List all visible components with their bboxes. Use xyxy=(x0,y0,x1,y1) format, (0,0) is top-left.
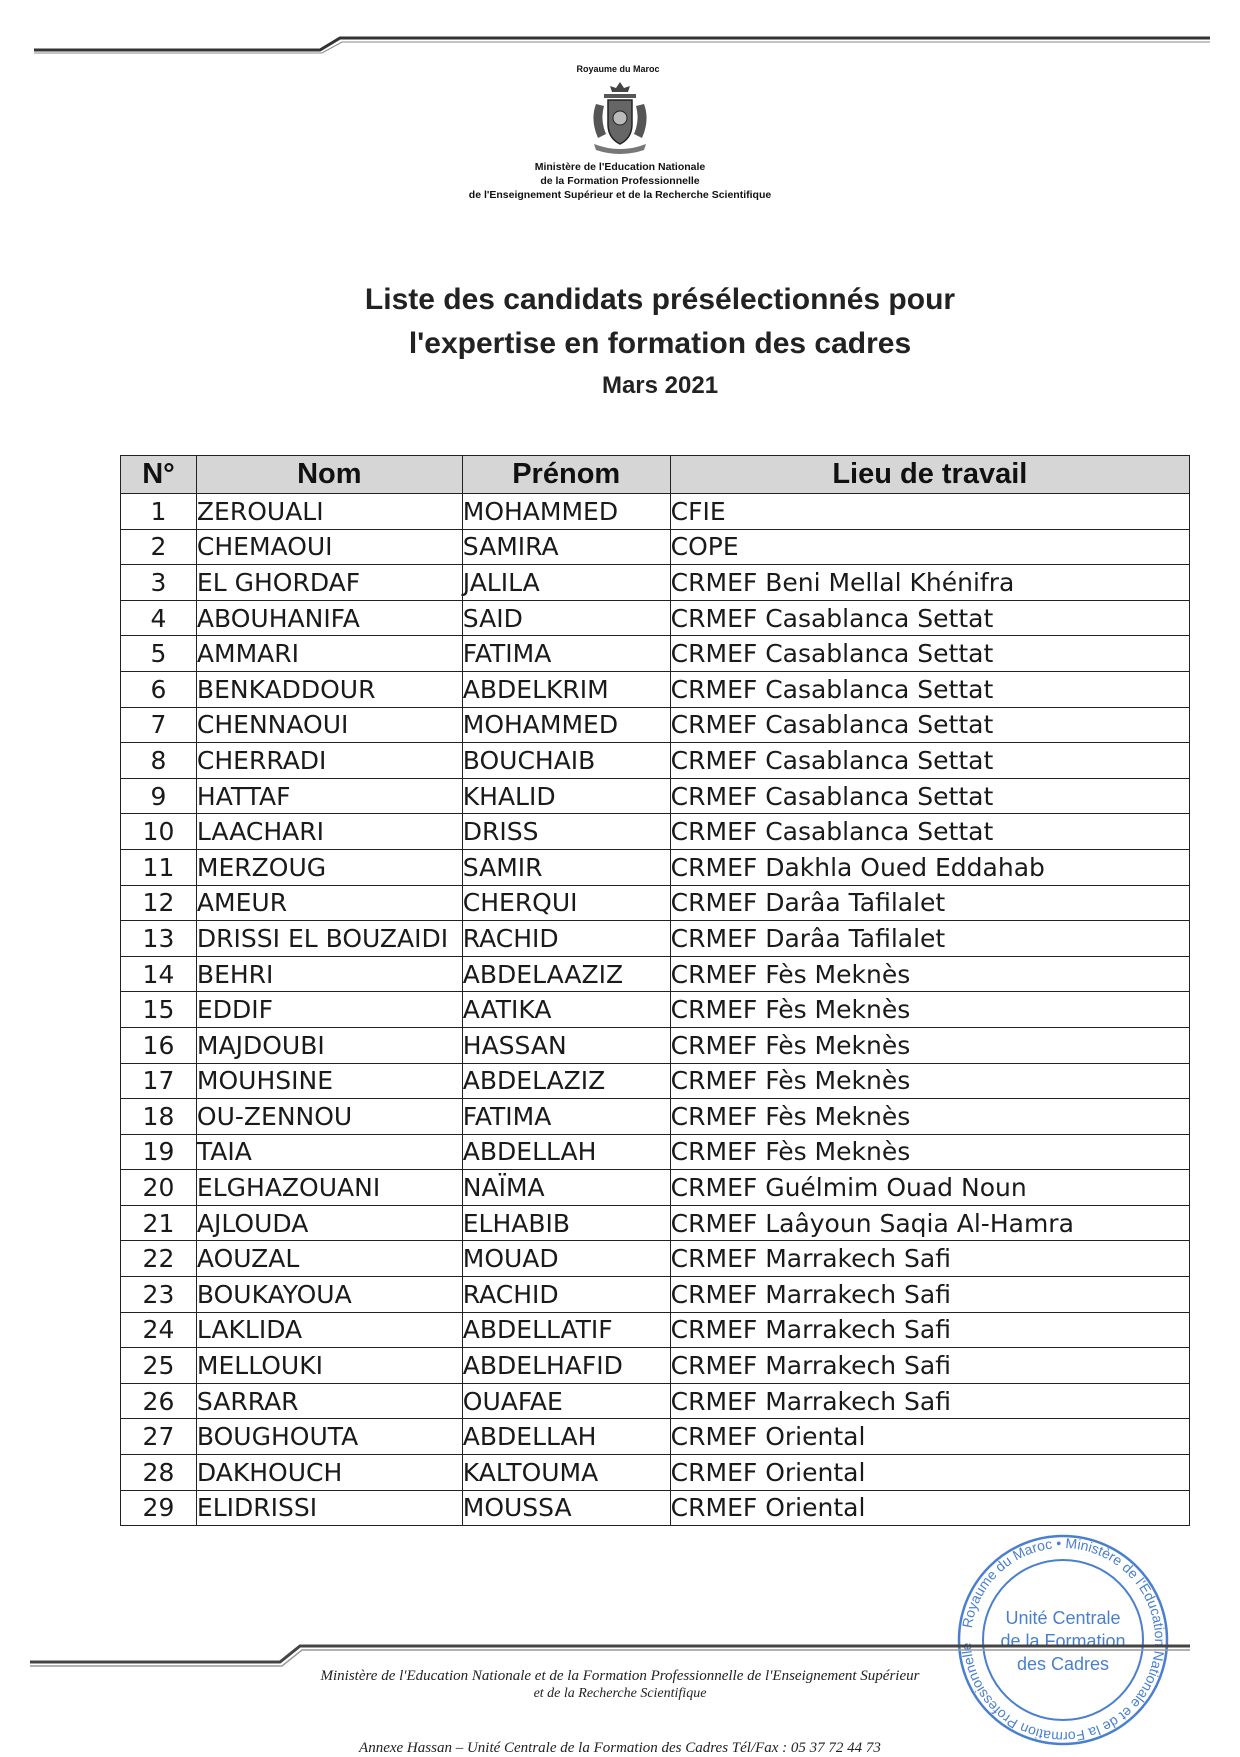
row-number: 28 xyxy=(121,1455,197,1491)
table-row xyxy=(121,1063,1190,1099)
candidate-nom: CHEMAOUI xyxy=(196,529,462,565)
candidate-nom: ABOUHANIFA xyxy=(196,600,462,636)
candidate-prenom: RACHID xyxy=(462,1277,670,1313)
table-row xyxy=(121,885,1190,921)
candidate-nom: BENKADDOUR xyxy=(196,671,462,707)
candidate-lieu: CRMEF Casablanca Settat xyxy=(670,814,1189,850)
table-header-row xyxy=(121,456,1190,494)
candidate-prenom: SAMIR xyxy=(462,849,670,885)
row-number: 29 xyxy=(121,1490,197,1526)
candidate-lieu: CRMEF Laâyoun Saqia Al-Hamra xyxy=(670,1205,1189,1241)
stamp-center-line-3: des Cadres xyxy=(1016,1654,1110,1674)
candidate-prenom: KHALID xyxy=(462,778,670,814)
row-number: 3 xyxy=(121,565,197,601)
row-number: 23 xyxy=(121,1277,197,1313)
candidate-lieu: CRMEF Fès Meknès xyxy=(670,1027,1189,1063)
candidate-prenom: ELHABIB xyxy=(462,1205,670,1241)
row-number: 18 xyxy=(121,1099,197,1135)
candidate-nom: AJLOUDA xyxy=(196,1205,462,1241)
row-number: 16 xyxy=(121,1027,197,1063)
row-number: 5 xyxy=(121,636,197,672)
candidate-prenom: RACHID xyxy=(462,921,670,957)
candidate-lieu: CRMEF Dakhla Oued Eddahab xyxy=(670,849,1189,885)
table-row xyxy=(121,600,1190,636)
candidate-nom: AOUZAL xyxy=(196,1241,462,1277)
row-number: 7 xyxy=(121,707,197,743)
candidate-lieu: CRMEF Oriental xyxy=(670,1455,1189,1491)
candidate-nom: AMMARI xyxy=(196,636,462,672)
candidate-prenom: ABDELLAH xyxy=(462,1134,670,1170)
document-header xyxy=(0,64,1240,202)
candidate-prenom: CHERQUI xyxy=(462,885,670,921)
candidate-lieu: CRMEF Oriental xyxy=(670,1490,1189,1526)
candidate-nom: MAJDOUBI xyxy=(196,1027,462,1063)
candidate-nom: CHERRADI xyxy=(196,743,462,779)
candidate-lieu: CRMEF Marrakech Safi xyxy=(670,1348,1189,1384)
row-number: 10 xyxy=(121,814,197,850)
candidates-table xyxy=(120,455,1190,1526)
candidate-lieu: CRMEF Oriental xyxy=(670,1419,1189,1455)
table-row xyxy=(121,1383,1190,1419)
candidate-prenom: SAID xyxy=(462,600,670,636)
candidate-nom: ELIDRISSI xyxy=(196,1490,462,1526)
candidate-prenom: MOHAMMED xyxy=(462,494,670,530)
candidate-prenom: SAMIRA xyxy=(462,529,670,565)
row-number: 15 xyxy=(121,992,197,1028)
table-row xyxy=(121,743,1190,779)
candidate-lieu: CRMEF Casablanca Settat xyxy=(670,743,1189,779)
stamp-center-line-2: de la Formation xyxy=(1000,1631,1126,1651)
row-number: 11 xyxy=(121,849,197,885)
candidate-nom: EL GHORDAF xyxy=(196,565,462,601)
column-header-nom: Nom xyxy=(196,456,462,494)
footer-ministry-line-2: et de la Recherche Scientifique xyxy=(533,1686,707,1701)
row-number: 20 xyxy=(121,1170,197,1206)
row-number: 14 xyxy=(121,956,197,992)
candidate-prenom: ABDELLAH xyxy=(462,1419,670,1455)
candidate-nom: MERZOUG xyxy=(196,849,462,885)
table-row xyxy=(121,1205,1190,1241)
document-title-block xyxy=(0,278,1240,400)
table-row xyxy=(121,1348,1190,1384)
row-number: 13 xyxy=(121,921,197,957)
column-header-lieu: Lieu de travail xyxy=(670,456,1189,494)
table-row xyxy=(121,565,1190,601)
candidate-nom: ZEROUALI xyxy=(196,494,462,530)
title-date: Mars 2021 xyxy=(601,372,719,399)
candidate-lieu: CRMEF Casablanca Settat xyxy=(670,707,1189,743)
table-row xyxy=(121,992,1190,1028)
table-row xyxy=(121,1277,1190,1313)
table-row xyxy=(121,1027,1190,1063)
table-row xyxy=(121,849,1190,885)
candidate-prenom: MOUAD xyxy=(462,1241,670,1277)
row-number: 12 xyxy=(121,885,197,921)
row-number: 2 xyxy=(121,529,197,565)
candidate-lieu: CRMEF Darâa Tafilalet xyxy=(670,921,1189,957)
candidate-prenom: FATIMA xyxy=(462,1099,670,1135)
candidate-lieu: CRMEF Marrakech Safi xyxy=(670,1241,1189,1277)
row-number: 6 xyxy=(121,671,197,707)
candidate-lieu: CRMEF Casablanca Settat xyxy=(670,778,1189,814)
table-row xyxy=(121,1490,1190,1526)
candidate-nom: SARRAR xyxy=(196,1383,462,1419)
table-row xyxy=(121,1241,1190,1277)
footer-address-line: Annexe Hassan – Unité Centrale de la Formation des Cadres Tél/Fax : 05 37 72 44 73 xyxy=(359,1740,881,1756)
candidate-lieu: CFIE xyxy=(670,494,1189,530)
candidate-nom: LAKLIDA xyxy=(196,1312,462,1348)
row-number: 17 xyxy=(121,1063,197,1099)
row-number: 21 xyxy=(121,1205,197,1241)
candidate-prenom: MOUSSA xyxy=(462,1490,670,1526)
row-number: 22 xyxy=(121,1241,197,1277)
kingdom-label: Royaume du Maroc xyxy=(576,64,660,74)
candidate-lieu: CRMEF Guélmim Ouad Noun xyxy=(670,1170,1189,1206)
candidate-lieu: CRMEF Marrakech Safi xyxy=(670,1383,1189,1419)
candidate-lieu: CRMEF Fès Meknès xyxy=(670,1134,1189,1170)
candidate-prenom: FATIMA xyxy=(462,636,670,672)
candidate-prenom: ABDELAZIZ xyxy=(462,1063,670,1099)
stamp-center-line-1: Unité Centrale xyxy=(1005,1608,1121,1628)
table-row xyxy=(121,529,1190,565)
column-header-number: N° xyxy=(121,456,197,494)
ministry-line-1: Ministère de l'Education Nationale xyxy=(534,161,706,173)
candidate-prenom: OUAFAE xyxy=(462,1383,670,1419)
candidate-nom: DAKHOUCH xyxy=(196,1455,462,1491)
candidate-prenom: ABDELAAZIZ xyxy=(462,956,670,992)
table-row xyxy=(121,636,1190,672)
candidate-lieu: COPE xyxy=(670,529,1189,565)
candidate-prenom: ABDELLATIF xyxy=(462,1312,670,1348)
candidate-nom: MELLOUKI xyxy=(196,1348,462,1384)
table-row xyxy=(121,956,1190,992)
row-number: 19 xyxy=(121,1134,197,1170)
candidate-prenom: MOHAMMED xyxy=(462,707,670,743)
candidate-nom: DRISSI EL BOUZAIDI xyxy=(196,921,462,957)
title-line-1: Liste des candidats présélectionnés pour xyxy=(364,283,956,316)
candidate-prenom: HASSAN xyxy=(462,1027,670,1063)
candidate-lieu: CRMEF Fès Meknès xyxy=(670,956,1189,992)
table-row xyxy=(121,1419,1190,1455)
candidate-prenom: ABDELKRIM xyxy=(462,671,670,707)
candidate-nom: BOUGHOUTA xyxy=(196,1419,462,1455)
table-row xyxy=(121,1455,1190,1491)
footer-ministry-line-1: Ministère de l'Education Nationale et de la Formation Professionnelle de l'Enseignement Supérieur xyxy=(320,1668,920,1684)
column-header-prenom: Prénom xyxy=(462,456,670,494)
table-row xyxy=(121,1312,1190,1348)
candidate-lieu: CRMEF Casablanca Settat xyxy=(670,671,1189,707)
table-row xyxy=(121,494,1190,530)
candidate-prenom: AATIKA xyxy=(462,992,670,1028)
candidate-nom: TAIA xyxy=(196,1134,462,1170)
table-row xyxy=(121,1099,1190,1135)
row-number: 26 xyxy=(121,1383,197,1419)
candidate-prenom: ABDELHAFID xyxy=(462,1348,670,1384)
candidate-nom: AMEUR xyxy=(196,885,462,921)
ministry-line-2: de la Formation Professionnelle xyxy=(540,175,700,187)
candidate-lieu: CRMEF Fès Meknès xyxy=(670,992,1189,1028)
candidate-nom: BEHRI xyxy=(196,956,462,992)
candidate-nom: ELGHAZOUANI xyxy=(196,1170,462,1206)
table-body xyxy=(121,494,1190,1526)
row-number: 27 xyxy=(121,1419,197,1455)
candidate-lieu: CRMEF Marrakech Safi xyxy=(670,1277,1189,1313)
stamp-ring-text: Royaume du Maroc • Ministère de l'Education Nationale et de la Formation Professionnelle xyxy=(957,1534,1169,1746)
candidate-nom: OU-ZENNOU xyxy=(196,1099,462,1135)
table-row xyxy=(121,1134,1190,1170)
candidate-prenom: NAÏMA xyxy=(462,1170,670,1206)
candidate-prenom: BOUCHAIB xyxy=(462,743,670,779)
row-number: 25 xyxy=(121,1348,197,1384)
row-number: 9 xyxy=(121,778,197,814)
row-number: 8 xyxy=(121,743,197,779)
candidate-lieu: CRMEF Casablanca Settat xyxy=(670,636,1189,672)
candidate-prenom: DRISS xyxy=(462,814,670,850)
candidate-prenom: KALTOUMA xyxy=(462,1455,670,1491)
ministry-line-3: de l'Enseignement Supérieur et de la Recherche Scientifique xyxy=(468,189,772,201)
row-number: 4 xyxy=(121,600,197,636)
table-row xyxy=(121,921,1190,957)
table-row xyxy=(121,814,1190,850)
table-row xyxy=(121,671,1190,707)
row-number: 1 xyxy=(121,494,197,530)
candidate-lieu: CRMEF Casablanca Settat xyxy=(670,600,1189,636)
table-row xyxy=(121,707,1190,743)
candidate-nom: HATTAF xyxy=(196,778,462,814)
candidate-lieu: CRMEF Beni Mellal Khénifra xyxy=(670,565,1189,601)
row-number: 24 xyxy=(121,1312,197,1348)
candidate-lieu: CRMEF Fès Meknès xyxy=(670,1099,1189,1135)
candidate-prenom: JALILA xyxy=(462,565,670,601)
candidate-nom: CHENNAOUI xyxy=(196,707,462,743)
candidate-lieu: CRMEF Darâa Tafilalet xyxy=(670,885,1189,921)
candidate-nom: BOUKAYOUA xyxy=(196,1277,462,1313)
candidate-lieu: CRMEF Marrakech Safi xyxy=(670,1312,1189,1348)
table-row xyxy=(121,1170,1190,1206)
coat-of-arms-icon xyxy=(584,80,656,156)
table-row xyxy=(121,778,1190,814)
candidate-nom: LAACHARI xyxy=(196,814,462,850)
candidate-lieu: CRMEF Fès Meknès xyxy=(670,1063,1189,1099)
title-line-2: l'expertise en formation des cadres xyxy=(408,327,912,360)
candidate-nom: MOUHSINE xyxy=(196,1063,462,1099)
candidate-nom: EDDIF xyxy=(196,992,462,1028)
